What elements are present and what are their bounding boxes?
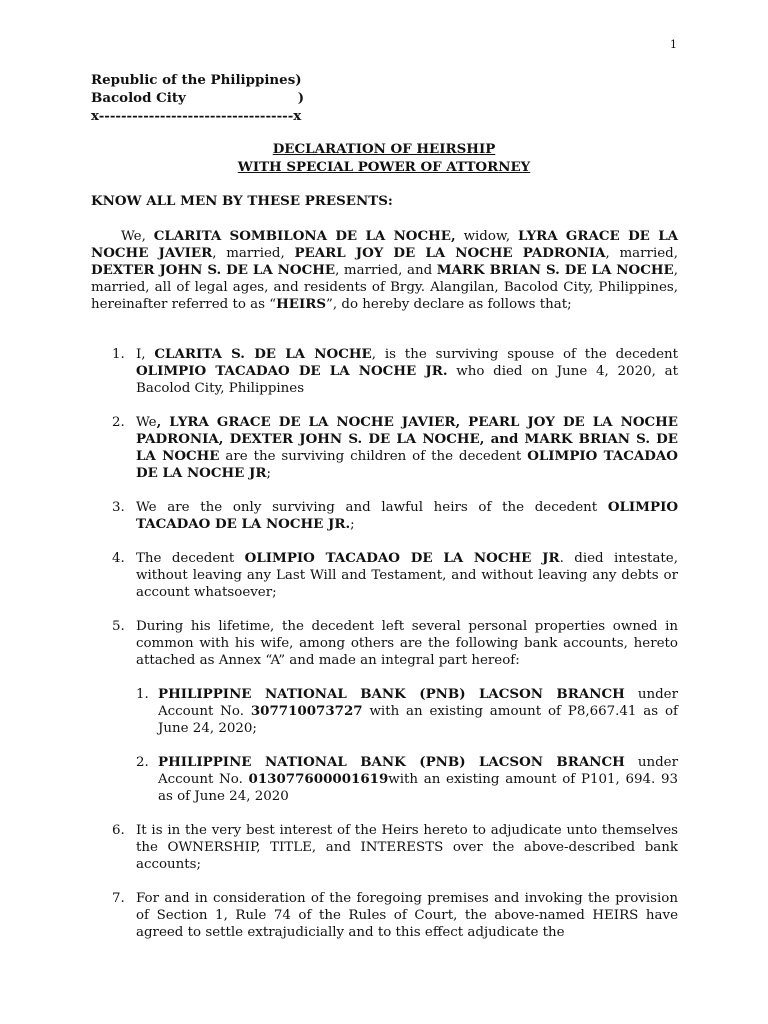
bank-name: PHILIPPINE NATIONAL BANK (PNB) LACSON BRANCH: [158, 686, 625, 702]
bank-accounts-list: [136, 686, 678, 805]
list-item: 6. It is in the very best interest of the Heirs hereto to adjudicate unto themselves the OWNERSHIP, TITLE, and INTERESTS over the above-described bank accounts;: [112, 823, 678, 872]
title-line-2: WITH SPECIAL POWER OF ATTORNEY: [237, 159, 531, 175]
list-item: 2. We, LYRA GRACE DE LA NOCHE JAVIER, PEARL JOY DE LA NOCHE PADRONIA, DEXTER JOHN S. DE LA NOCHE, and MARK BRIAN S. DE LA NOCHE are the surviving children of the decedent OLIMPIO TACADAO DE LA NOCHE JR;: [112, 414, 678, 481]
list-item: 5. During his lifetime, the decedent left several personal properties owned in common with his wife, among others are the following bank accounts, hereto attached as Annex “A” and made an integral part hereof: 1. PHILIPPINE NATIONAL BANK (PNB) LACSON BRANCH under Account No. 307710073727 with an existing amount of P8,667.41 as of June 24, 2020; 2. PHILIPPINE NATIONAL BANK (PNB) LACSON BRANCH under Account No. 013077600001619with an existing amount of P101, 694. 93 as of June 24, 2020: [112, 619, 679, 804]
opening-clause: KNOW ALL MEN BY THESE PRESENTS:: [91, 193, 393, 209]
account-number-index: 1.: [136, 687, 149, 702]
item-number: 4.: [112, 551, 125, 566]
caption-republic: Republic of the Philippines): [91, 72, 302, 88]
item-number: 6.: [112, 823, 125, 838]
item-number: 3.: [112, 500, 125, 515]
caption-city: Bacolod City ): [91, 90, 305, 106]
caption-divider: x-----------------------------------x: [91, 108, 302, 124]
title-line-1: DECLARATION OF HEIRSHIP: [272, 141, 496, 157]
list-item: 1. I, CLARITA S. DE LA NOCHE, is the surviving spouse of the decedent OLIMPIO TACADAO DE LA NOCHE JR. who died on June 4, 2020, at Bacolod City, Philippines: [112, 346, 678, 396]
venue-caption: [91, 72, 304, 126]
bank-account-item: 2. PHILIPPINE NATIONAL BANK (PNB) LACSON BRANCH under Account No. 013077600001619with an existing amount of P101, 694. 93 as of June 24, 2020: [136, 754, 679, 804]
item-number: 1.: [112, 347, 125, 362]
bank-name: PHILIPPINE NATIONAL BANK (PNB) LACSON BRANCH: [158, 754, 625, 770]
document-title: [0, 141, 768, 177]
item-number: 2.: [112, 415, 125, 430]
account-number-index: 2.: [136, 755, 149, 770]
page-number: 1: [670, 38, 677, 51]
item-number: 5.: [112, 619, 125, 634]
intro-paragraph: We, CLARITA SOMBILONA DE LA NOCHE, widow, LYRA GRACE DE LA NOCHE JAVIER, married, PEARL JOY DE LA NOCHE PADRONIA, married, DEXTER JOHN S. DE LA NOCHE, married, and MARK BRIAN S. DE LA NOCHE, married, all of legal ages, and residents of Brgy. Alangilan, Bacolod City, Philippines, hereinafter referred to as “HEIRS”, do hereby declare as follows that;: [91, 228, 679, 312]
bank-account-item: 1. PHILIPPINE NATIONAL BANK (PNB) LACSON BRANCH under Account No. 307710073727 with an existing amount of P8,667.41 as of June 24, 2020;: [136, 686, 679, 736]
list-item: 7. For and in consideration of the foregoing premises and invoking the provision of Section 1, Rule 74 of the Rules of Court, the above-named HEIRS have agreed to settle extrajudicially and to this effect adjudicate the: [112, 891, 678, 940]
account-no: 013077600001619: [248, 771, 389, 787]
list-item: 3. We are the only surviving and lawful heirs of the decedent OLIMPIO TACADAO DE LA NOCHE JR.;: [112, 499, 678, 532]
declarations-list: [91, 346, 678, 958]
item-number: 7.: [112, 891, 125, 906]
list-item: 4. The decedent OLIMPIO TACADAO DE LA NOCHE JR. died intestate, without leaving any Last Will and Testament, and without leaving any debts or account whatsoever;: [112, 550, 678, 600]
account-no: 307710073727: [250, 703, 363, 719]
